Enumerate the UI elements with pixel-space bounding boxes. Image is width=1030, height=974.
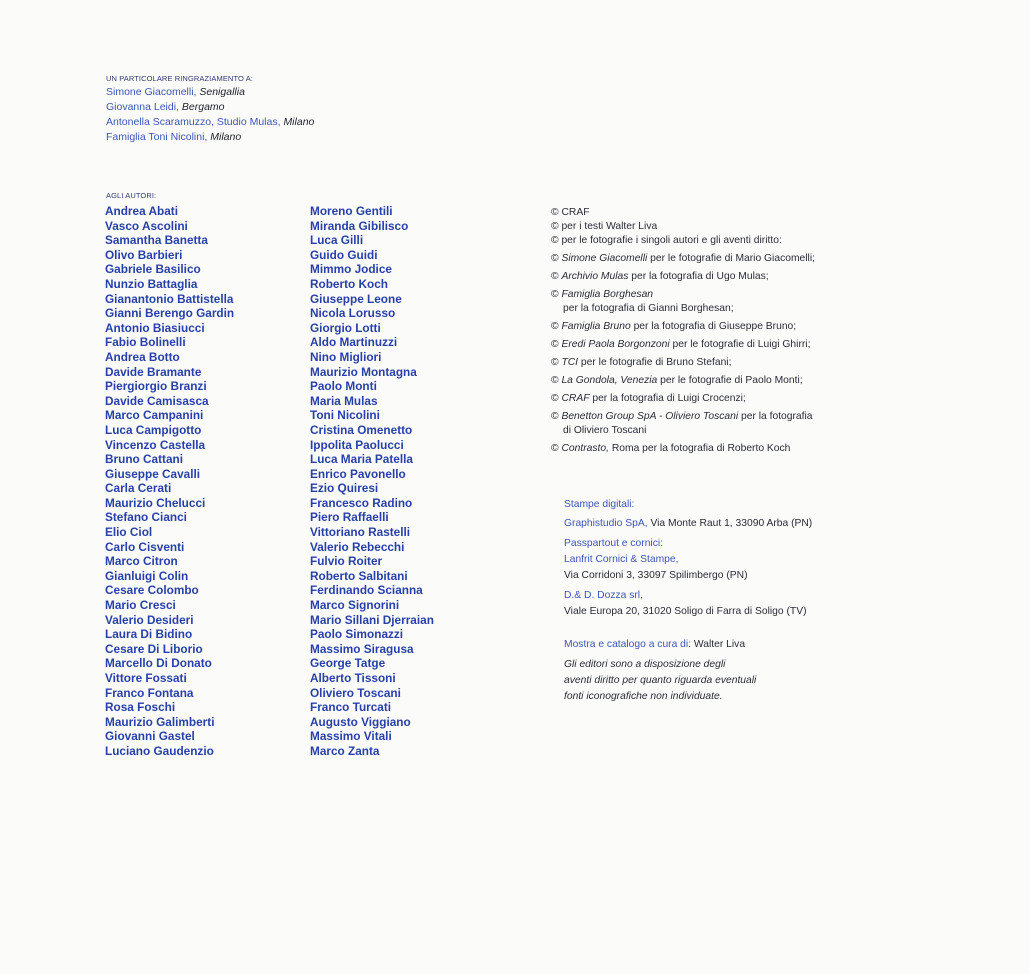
credit-holder: Eredi Paola Borgonzoni (561, 339, 670, 350)
credit-text: per le fotografie di Luigi Ghirri; (669, 339, 811, 350)
credit-line: © La Gondola, Venezia per le fotografie di Paolo Monti; (551, 375, 803, 386)
author-name: Mimmo Jodice (310, 262, 392, 277)
credit-line: © CRAF per la fotografia di Luigi Crocenzi; (551, 393, 746, 404)
credit-holder: Archivio Mulas (561, 271, 629, 282)
credit-line: di Oliviero Toscani (563, 425, 647, 436)
disclaimer-line: fonti iconografiche non individuate. (564, 691, 723, 702)
digital-print-heading: Stampe digitali: (564, 499, 635, 510)
author-name: Paolo Simonazzi (310, 627, 404, 642)
author-name: Piero Raffaelli (310, 510, 389, 525)
author-name: Luca Gilli (310, 233, 364, 248)
author-name: Cesare Colombo (105, 583, 199, 598)
author-name: Oliviero Toscani (310, 685, 401, 700)
thanks-list (106, 85, 314, 145)
credit-line: © CRAF (551, 207, 590, 218)
author-name: Maurizio Galimberti (105, 714, 215, 729)
author-name: Giuseppe Leone (310, 291, 402, 306)
credit-holder: La Gondola, Venezia (561, 375, 658, 386)
authors-heading: AGLI AUTORI: (106, 191, 157, 200)
credit-text: per la fotografia di Giuseppe Bruno; (630, 321, 797, 332)
credit-line: © Famiglia Borghesan (551, 289, 654, 300)
author-name: Valerio Rebecchi (310, 539, 405, 554)
frames-heading: Passpartout e cornici: (564, 538, 664, 549)
author-name: Aldo Martinuzzi (310, 335, 398, 350)
author-name: Piergiorgio Branzi (105, 379, 207, 394)
author-name: Marcello Di Donato (105, 656, 212, 671)
author-name: Gianantonio Battistella (105, 291, 234, 306)
author-name: Gianni Berengo Gardin (105, 306, 235, 321)
author-name: Carla Cerati (105, 481, 172, 496)
author-name: Massimo Siragusa (310, 641, 414, 656)
author-name: Franco Fontana (105, 685, 194, 700)
curator-heading: Mostra e catalogo a cura di: (564, 639, 692, 650)
author-name: Mario Cresci (105, 598, 176, 613)
author-name: Nunzio Battaglia (105, 276, 198, 291)
author-name: Giovanni Gastel (105, 729, 195, 744)
printer-address: Via Monte Raut 1, 33090 Arba (PN) (647, 518, 813, 529)
author-name: Bruno Cattani (105, 452, 183, 467)
author-name: Davide Camisasca (105, 393, 209, 408)
author-name: Rosa Foschi (105, 700, 176, 715)
author-name: Vittoriano Rastelli (310, 525, 411, 540)
author-name: Vincenzo Castella (105, 437, 206, 452)
thanks-name: Simone Giacomelli, (106, 86, 200, 98)
thanks-line (106, 85, 314, 100)
author-name: Vittore Fossati (105, 671, 187, 685)
author-name: Cristina Omenetto (310, 422, 413, 437)
curator-line (564, 634, 844, 653)
credit-holder: Famiglia Borghesan (561, 289, 654, 300)
credit-text: per le fotografie di Paolo Monti; (657, 375, 803, 386)
credit-text: Roma per la fotografia di Roberto Koch (608, 443, 791, 454)
credit-text: per la fotografia di Luigi Crocenzi; (589, 393, 746, 404)
credit-line: © Famiglia Bruno per la fotografia di Giuseppe Bruno; (551, 321, 797, 332)
author-name: Paolo Monti (310, 379, 377, 394)
author-name: Cesare Di Liborio (105, 641, 203, 656)
author-name: Stefano Cianci (105, 510, 187, 525)
author-name: Gabriele Basilico (105, 262, 201, 277)
author-name: Laura Di Bidino (105, 627, 193, 642)
author-name: Nino Migliori (310, 349, 382, 364)
credit-text: per la fotografia (738, 411, 813, 422)
credit-holder: CRAF (561, 393, 590, 404)
thanks-heading: UN PARTICOLARE RINGRAZIAMENTO A: (106, 74, 253, 83)
credit-line: © Contrasto, Roma per la fotografia di Roberto Koch (551, 443, 791, 454)
author-name: Antonio Biasiucci (105, 320, 205, 335)
author-name: Olivo Barbieri (105, 247, 183, 262)
author-name: Luciano Gaudenzio (105, 743, 214, 758)
thanks-name: Giovanna Leidi, (106, 101, 182, 113)
author-name: Marco Campanini (105, 408, 204, 423)
credit-line: © Eredi Paola Borgonzoni per le fotografie di Luigi Ghirri; (551, 339, 811, 350)
dozza-name: D.& D. Dozza srl, (564, 590, 643, 601)
credit-holder: TCI (561, 357, 579, 368)
author-name: Ippolita Paolucci (310, 437, 404, 452)
author-name: Carlo Cisventi (105, 539, 185, 554)
thanks-place: Senigallia (199, 86, 245, 98)
author-name: Alberto Tissoni (310, 671, 396, 685)
author-name: Marco Citron (105, 554, 178, 569)
author-name: Toni Nicolini (310, 408, 380, 423)
author-name: Marco Zanta (310, 743, 380, 758)
author-name: Maurizio Montagna (310, 364, 417, 379)
author-name: Samantha Banetta (105, 233, 208, 248)
author-name: Miranda Gibilisco (310, 218, 409, 233)
author-name: Giorgio Lotti (310, 320, 381, 335)
credit-text: per le fotografie di Mario Giacomelli; (647, 253, 815, 264)
author-name: Ferdinando Scianna (310, 583, 423, 598)
author-name: Luca Maria Patella (310, 452, 413, 467)
disclaimer (564, 657, 844, 705)
author-name: Luca Campigotto (105, 422, 202, 437)
frames-name: Lanfrit Cornici & Stampe, (564, 554, 679, 565)
author-name: Massimo Vitali (310, 729, 392, 744)
copyright-credits (551, 206, 821, 456)
author-name: Giuseppe Cavalli (105, 466, 201, 481)
author-name: Augusto Viggiano (310, 714, 411, 729)
credit-holder: Famiglia Bruno (561, 321, 631, 332)
author-name: Marco Signorini (310, 598, 400, 613)
frames-address: Via Corridoni 3, 33097 Spilimbergo (PN) (564, 570, 748, 581)
author-name: Andrea Botto (105, 349, 180, 364)
thanks-place: Milano (210, 131, 242, 143)
credit-holder: Simone Giacomelli (561, 253, 648, 264)
curator-name: Walter Liva (691, 639, 746, 650)
author-name: Mario Sillani Djerraian (310, 612, 434, 627)
author-name: Roberto Koch (310, 276, 388, 291)
author-name: Gianluigi Colin (105, 568, 189, 583)
credit-line: © per le fotografie i singoli autori e gli aventi diritto: (551, 235, 782, 246)
production-credits (564, 497, 844, 705)
author-name: Valerio Desideri (105, 612, 194, 627)
author-name: Nicola Lorusso (310, 306, 396, 321)
author-name: Davide Bramante (105, 364, 202, 379)
author-name: Fabio Bolinelli (105, 335, 186, 350)
thanks-line (106, 130, 314, 145)
author-name: Maurizio Chelucci (105, 495, 206, 510)
thanks-place: Milano (283, 116, 315, 128)
author-name: Moreno Gentili (310, 204, 393, 218)
credit-text: per le fotografie di Bruno Stefani; (578, 357, 732, 368)
disclaimer-line: aventi diritto per quanto riguarda eventuali (564, 675, 757, 686)
author-name: Francesco Radino (310, 495, 413, 510)
digital-print-line (564, 513, 844, 532)
author-name: Andrea Abati (105, 204, 178, 218)
dozza-address: Viale Europa 20, 31020 Soligo di Farra di Soligo (TV) (564, 606, 807, 617)
credit-text: per la fotografia di Ugo Mulas; (628, 271, 769, 282)
printer-name: Graphistudio SpA, (564, 518, 648, 529)
author-name: Fulvio Roiter (310, 554, 383, 569)
credit-line: © Benetton Group SpA - Oliviero Toscani per la fotografia (551, 411, 813, 422)
credit-holder: Benetton Group SpA - Oliviero Toscani (561, 411, 739, 422)
disclaimer-line: Gli editori sono a disposizione degli (564, 659, 726, 670)
thanks-line (106, 115, 314, 130)
thanks-place: Bergamo (181, 101, 225, 113)
author-name: Vasco Ascolini (105, 218, 188, 233)
authors-column-2 (310, 204, 434, 759)
credit-line: © Archivio Mulas per la fotografia di Ugo Mulas; (551, 271, 769, 282)
thanks-name: Antonella Scaramuzzo, Studio Mulas, (106, 116, 284, 128)
author-name: Enrico Pavonello (310, 466, 406, 481)
credit-line: © TCI per le fotografie di Bruno Stefani; (551, 357, 732, 368)
authors-column-1 (105, 204, 234, 759)
credit-line: © Simone Giacomelli per le fotografie di Mario Giacomelli; (551, 253, 815, 264)
credit-line: © per i testi Walter Liva (551, 221, 658, 232)
author-name: Ezio Quiresi (310, 481, 379, 496)
thanks-line (106, 100, 314, 115)
author-name: Maria Mulas (310, 393, 378, 408)
credit-line: per la fotografia di Gianni Borghesan; (563, 303, 734, 314)
author-name: George Tatge (310, 656, 386, 671)
thanks-name: Famiglia Toni Nicolini, (106, 131, 211, 143)
author-name: Roberto Salbitani (310, 568, 408, 583)
credit-holder: Contrasto, (561, 443, 609, 454)
author-name: Guido Guidi (310, 247, 378, 262)
author-name: Elio Ciol (105, 525, 153, 540)
author-name: Franco Turcati (310, 700, 392, 715)
